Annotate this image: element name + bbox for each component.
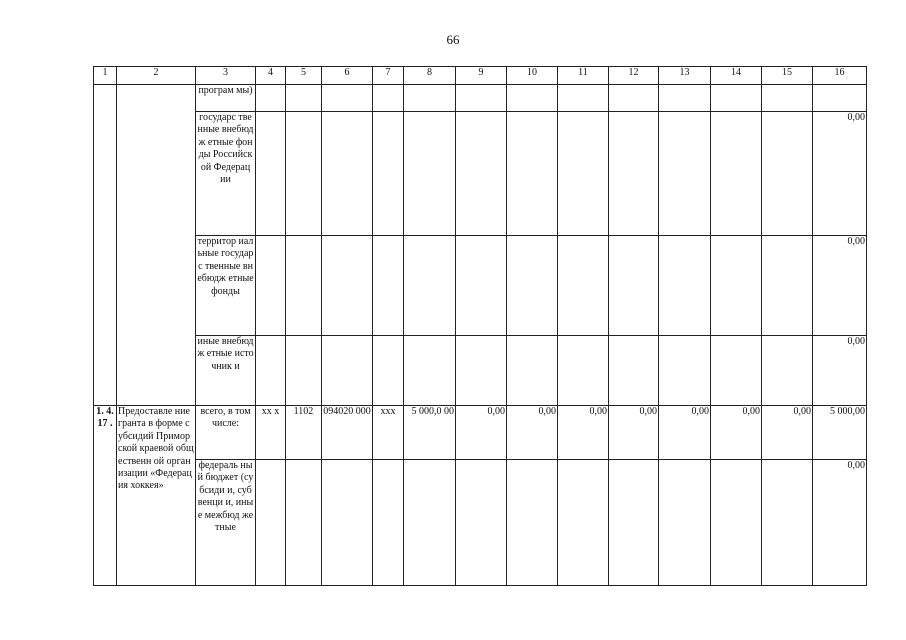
- cell-source-label: иные внебюдж етные источник и: [196, 336, 256, 406]
- table-row-1-4-17-total: [94, 406, 867, 460]
- header-cell-4: 4: [256, 67, 286, 85]
- cell-continuation-num: [94, 85, 117, 406]
- cell-total: [813, 85, 867, 112]
- cell-col10: 0,00: [507, 406, 558, 460]
- cell-source-label: федераль ный бюджет (субсиди и, субвенци и, иные межбюд жетные: [196, 460, 256, 586]
- table-row-terr-fondy: [94, 236, 867, 336]
- cell-total: 0,00: [813, 236, 867, 336]
- cell-source-label: програм мы): [196, 85, 256, 112]
- cell-total: 0,00: [813, 112, 867, 236]
- cell-col11: 0,00: [558, 406, 609, 460]
- header-cell-5: 5: [286, 67, 322, 85]
- cell-continuation-name: [117, 85, 196, 406]
- cell-source-label: всего, в том числе:: [196, 406, 256, 460]
- cell-col4: хх х: [256, 406, 286, 460]
- cell-source-label: территор иальные государс твенные внебюдж етные фонды: [196, 236, 256, 336]
- header-cell-16: 16: [813, 67, 867, 85]
- header-cell-12: 12: [609, 67, 659, 85]
- header-cell-7: 7: [373, 67, 404, 85]
- table-row-inye: [94, 336, 867, 406]
- header-cell-11: 11: [558, 67, 609, 85]
- cell-total: 0,00: [813, 336, 867, 406]
- header-cell-9: 9: [456, 67, 507, 85]
- budget-table: [93, 66, 867, 586]
- header-cell-14: 14: [711, 67, 762, 85]
- header-cell-13: 13: [659, 67, 711, 85]
- cell-col12: 0,00: [609, 406, 659, 460]
- table-row-federal: [94, 460, 867, 586]
- table-row-programmy: [94, 85, 867, 112]
- cell-item-number: 1. 4. 17 .: [94, 406, 117, 586]
- header-row: [94, 67, 867, 85]
- cell-col8: 5 000,0 00: [404, 406, 456, 460]
- cell-total: 5 000,00: [813, 406, 867, 460]
- cell-col9: 0,00: [456, 406, 507, 460]
- cell-item-name: Предоставле ние гранта в форме субсидий Приморской краевой общественн ой организации «Федерация хоккея»: [117, 406, 196, 586]
- cell-col13: 0,00: [659, 406, 711, 460]
- header-cell-15: 15: [762, 67, 813, 85]
- header-cell-2: 2: [117, 67, 196, 85]
- header-cell-3: 3: [196, 67, 256, 85]
- header-cell-8: 8: [404, 67, 456, 85]
- cell-col5: 1102: [286, 406, 322, 460]
- header-cell-10: 10: [507, 67, 558, 85]
- cell-col6: 094020 000: [322, 406, 373, 460]
- header-cell-1: 1: [94, 67, 117, 85]
- table-row-gos-fondy: [94, 112, 867, 236]
- cell-col14: 0,00: [711, 406, 762, 460]
- page-number: 66: [446, 32, 460, 47]
- cell-col7: ххх: [373, 406, 404, 460]
- cell-col15: 0,00: [762, 406, 813, 460]
- cell-source-label: государс твенные внебюдж етные фонды Российск ой Федерац ии: [196, 112, 256, 236]
- cell-total: 0,00: [813, 460, 867, 586]
- header-cell-6: 6: [322, 67, 373, 85]
